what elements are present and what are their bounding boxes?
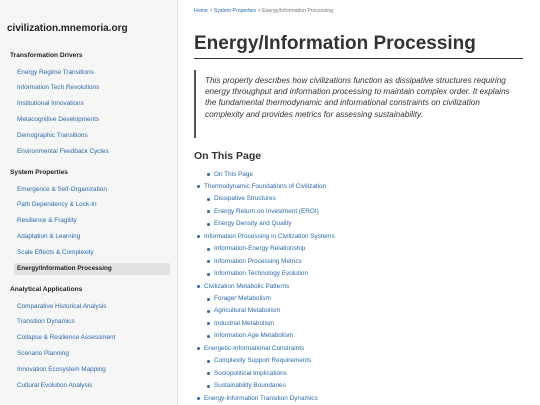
sidebar-item-metacognitive-developments[interactable]: Metacognitive Developments (17, 115, 100, 123)
sidebar-item-institutional-innovations[interactable]: Institutional Innovations (17, 100, 84, 108)
bullet-icon (197, 397, 200, 400)
sidebar-item-demographic-transitions[interactable]: Demographic Transitions (17, 131, 88, 139)
toc-link-label: Information Processing Metrics (214, 257, 302, 265)
toc-link[interactable] (214, 208, 319, 216)
toc-link[interactable] (204, 183, 326, 191)
toc-link[interactable] (204, 283, 289, 291)
breadcrumb (194, 8, 333, 14)
bullet-icon (207, 360, 210, 363)
sidebar-item-information-tech-revolutions[interactable]: Information Tech Revolutions (17, 84, 100, 92)
bullet-icon (207, 322, 210, 325)
toc-link[interactable] (214, 195, 276, 203)
sidebar-item-collapse-resilience-assessment[interactable]: Collapse & Resilience Assessment (17, 334, 116, 342)
toc-link[interactable] (214, 370, 287, 378)
bullet-icon (207, 385, 210, 388)
sidebar-section-heading: Transformation Drivers (10, 52, 83, 59)
sidebar-item-energy-information-processing[interactable]: Energy/Information Processing (14, 263, 170, 275)
toc-link[interactable] (214, 295, 271, 303)
breadcrumb-separator: > (256, 8, 263, 14)
toc-link[interactable] (214, 357, 311, 365)
toc-link-label: Energy Return on Investment (EROI) (214, 207, 319, 215)
toc-link-label: Sustainability Boundaries (214, 382, 286, 390)
breadcrumb-parent-link[interactable]: System Properties (213, 8, 257, 14)
sidebar-item-scenario-planning[interactable]: Scenario Planning (17, 349, 69, 357)
toc-link-label: On This Page (214, 170, 253, 178)
sidebar-item-scale-effects-complexity[interactable]: Scale Effects & Complexity (17, 248, 94, 256)
toc-link[interactable] (204, 345, 304, 353)
sidebar-item-emergence-self-organization[interactable]: Emergence & Self-Organization (17, 185, 107, 193)
sidebar-item-resilience-fragility[interactable]: Resilience & Fragility (17, 217, 77, 225)
toc-link-label: Information Age Metabolism (214, 332, 294, 340)
bullet-icon (207, 173, 210, 176)
bullet-icon (207, 273, 210, 276)
toc-link[interactable] (214, 245, 305, 253)
toc-link-label: Forager Metabolism (214, 295, 271, 302)
bullet-icon (207, 310, 210, 313)
sidebar-item-energy-regime-transitions[interactable]: Energy Regime Transitions (17, 68, 94, 76)
toc-link[interactable] (214, 332, 293, 340)
toc-link-label: Sociopolitical Implications (214, 369, 287, 377)
toc-link[interactable] (204, 395, 318, 403)
toc-link-label: Complexity Support Requirements (214, 357, 312, 365)
toc-link-label: Civilization Metabolic Patterns (204, 282, 290, 290)
sidebar (0, 0, 178, 405)
toc-link-label: Information Technology Evolution (214, 270, 309, 278)
toc-heading: On This Page (194, 150, 262, 162)
sidebar-item-transition-dynamics[interactable]: Transition Dynamics (17, 318, 75, 326)
bullet-icon (207, 223, 210, 226)
toc-link[interactable] (214, 307, 280, 315)
sidebar-section-heading: System Properties (10, 169, 68, 176)
toc-link[interactable] (214, 171, 253, 179)
sidebar-item-path-dependency-lock-in[interactable]: Path Dependency & Lock-In (17, 201, 97, 209)
toc-link[interactable] (214, 258, 302, 266)
bullet-icon (207, 198, 210, 201)
page-title: Energy/Information Processing (194, 33, 476, 54)
toc-link-label: Information Processing in Civilization Systems (204, 232, 335, 240)
summary-callout: This property describes how civilizations function as dissipative structures requiring energy throughput and information processing to maintain complex order. It explains the fundamental thermodynamic and informational constraints on civilization complexity and provides metrics for assessing sustainability. (194, 70, 514, 138)
bullet-icon (197, 285, 200, 288)
toc-link-label: Agricultural Metabolism (214, 307, 281, 315)
sidebar-item-cultural-evolution-analysis[interactable]: Cultural Evolution Analysis (17, 381, 93, 389)
toc-link[interactable] (204, 233, 335, 241)
toc-link-label: Energetic-Informational Constraints (204, 344, 305, 352)
sidebar-item-innovation-ecosystem-mapping[interactable]: Innovation Ecosystem Mapping (17, 365, 106, 373)
toc-link-label: Energy Density and Quality (214, 220, 292, 228)
bullet-icon (207, 335, 210, 338)
toc-link[interactable] (214, 220, 291, 228)
breadcrumb-home-link[interactable]: Home (194, 8, 208, 14)
sidebar-item-environmental-feedback-cycles[interactable]: Environmental Feedback Cycles (17, 147, 109, 155)
bullet-icon (207, 372, 210, 375)
sidebar-section-heading: Analytical Applications (10, 286, 83, 293)
toc-link-label: Industrial Metabolism (214, 319, 275, 327)
toc-link[interactable] (214, 320, 274, 328)
bullet-icon (197, 235, 200, 238)
toc-link-label: Information-Energy Relationship (214, 245, 306, 253)
title-divider (194, 58, 523, 59)
bullet-icon (197, 347, 200, 350)
bullet-icon (207, 298, 210, 301)
bullet-icon (207, 260, 210, 263)
breadcrumb-current: Energy/Information Processing (262, 8, 334, 14)
toc-link-label: Thermodynamic Foundations of Civilization (204, 182, 327, 190)
bullet-icon (207, 210, 210, 213)
toc-link-label: Dissipative Structures (214, 195, 276, 203)
toc-link-label: Energy-Information Transition Dynamics (204, 394, 318, 402)
toc-link[interactable] (214, 270, 308, 278)
breadcrumb-separator: > (207, 8, 214, 14)
sidebar-item-adaptation-learning[interactable]: Adaptation & Learning (17, 232, 81, 240)
main-content (178, 0, 540, 405)
toc-link[interactable] (214, 382, 286, 390)
sidebar-item-comparative-historical-analysis[interactable]: Comparative Historical Analysis (17, 302, 107, 310)
bullet-icon (207, 248, 210, 251)
site-title[interactable]: civilization.mnemoria.org (7, 23, 128, 34)
bullet-icon (197, 185, 200, 188)
